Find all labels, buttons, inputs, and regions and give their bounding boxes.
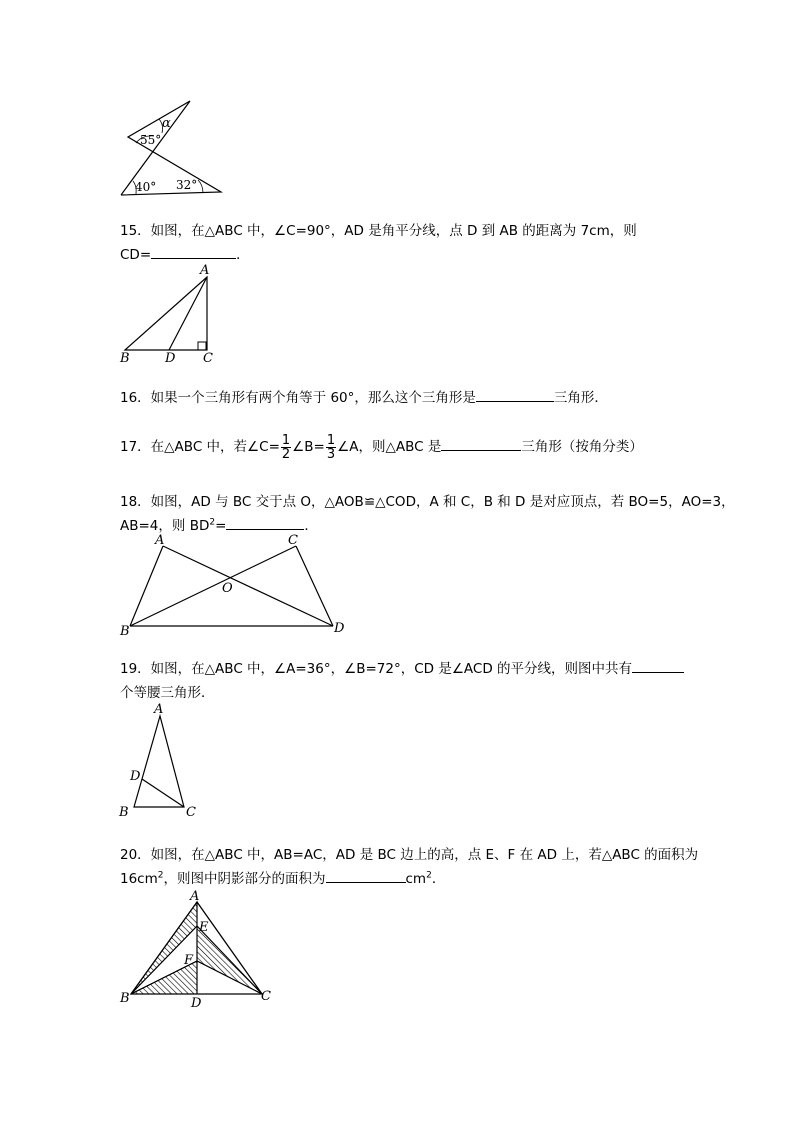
q18-label-A: A [155,533,165,548]
q15-line1: 15．如图，在△ABC 中，∠C=90°，AD 是角平分线，点 D 到 AB 的距离为 7cm，则 [120,223,637,239]
question-15 [120,219,637,267]
q19-label-C: C [186,805,196,820]
q20-line2: $16cm^2$，则图中阴影部分的面积为 $cm^2$． [120,867,698,891]
figure-q15-triangle [118,262,228,367]
q18-label-C: C [288,533,298,548]
question-18 [120,490,735,538]
q18-line1: 18．如图，AD 与 BC 交于点 O，△AOB≌△COD，A 和 C，B 和 D 是对应顶点，若 BO=5，AO=3， [120,494,735,510]
q19-label-B: B [119,805,129,820]
question-16: 16．如果一个三角形有两个角等于 60°，那么这个三角形是 三角形． [120,386,608,410]
q15-label-B: B [120,351,130,366]
q19-line2: 个等腰三角形． [120,685,215,701]
q15-label-C: C [203,351,213,366]
question-17: 17．在△ABC 中，若∠C= $\frac{1}{2}$ ∠B= $\frac{1}{3}$ ∠A，则△ABC 是 三角形（按角分类） [120,432,643,462]
fig14-angle-32: 32° [176,178,198,192]
figure-q19-triangle [116,700,216,825]
q19-label-A: A [154,702,164,717]
q20-label-A: A [190,889,200,904]
q15-answer-blank[interactable] [151,243,236,259]
q17-answer-blank[interactable] [441,435,521,451]
q19-label-D: D [130,769,141,784]
q19-line1: 19．如图，在△ABC 中，∠A=36°，∠B=72°，CD 是∠ACD 的平分线，则图中共有 [120,657,684,681]
q18-label-D: D [334,621,345,636]
q16-answer-blank[interactable] [476,386,554,402]
q18-line2: AB=4，则 $BD^2=$ ． [120,514,735,538]
q15-label-D: D [165,351,176,366]
q20-label-C: C [261,989,271,1004]
q15-label-A: A [200,263,210,278]
q20-label-D: D [191,996,202,1011]
q18-answer-blank[interactable] [226,514,304,530]
q20-label-B: B [120,991,130,1006]
figure-q18-triangles [118,532,358,642]
q15-line2: CD= ． [120,243,637,267]
fig14-angle-40: 40° [135,180,157,194]
fig14-alpha-label: α [162,116,171,131]
q18-label-B: B [120,624,130,639]
q20-label-E: E [199,920,209,935]
figure-q14-angles [110,95,230,205]
figure-q20-shaded-triangle [116,888,286,1013]
fig14-angle-55: 55° [140,133,162,147]
q17-fraction-1: $\frac{1}{2}$ [281,432,291,462]
question-20 [120,843,698,891]
q19-answer-blank[interactable] [632,657,684,673]
q18-label-O: O [222,581,233,596]
q17-fraction-2: $\frac{1}{3}$ [326,432,336,462]
q20-label-F: F [184,953,194,968]
q20-line1: 20．如图，在△ABC 中，AB=AC，AD 是 BC 边上的高，点 E、F 在 AD 上，若△ABC 的面积为 [120,847,699,863]
question-19 [120,657,684,705]
q20-answer-blank[interactable] [326,867,406,883]
